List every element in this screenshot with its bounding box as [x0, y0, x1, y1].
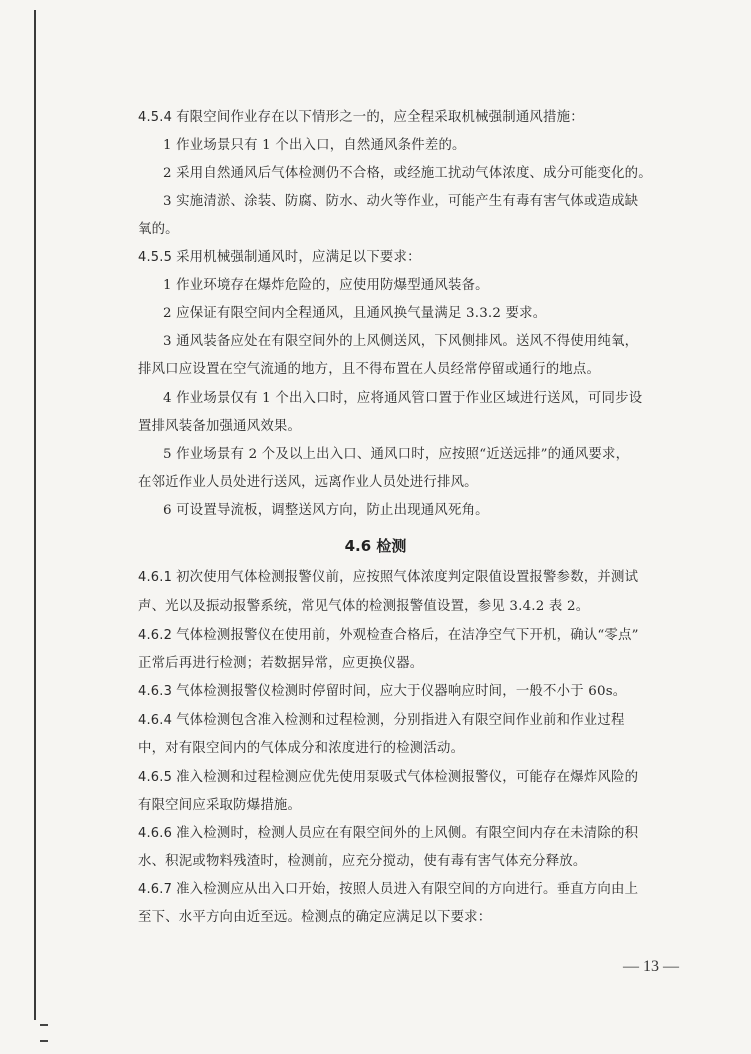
clause-line: 4.5.5 采用机械强制通风时，应满足以下要求： [138, 250, 421, 265]
margin-mark [40, 1040, 48, 1042]
clause-line: 有限空间应采取防爆措施。 [138, 798, 302, 813]
clause-line: 声、光以及振动报警系统，常见气体的检测报警值设置，参见 3.4.2 表 2。 [138, 599, 590, 614]
clause-line: 4.6.4 气体检测包含准入检测和过程检测，分别指进入有限空间作业前和作业过程 [138, 713, 625, 728]
clause-line: 4.6.5 准入检测和过程检测应优先使用泵吸式气体检测报警仪，可能存在爆炸风险的 [138, 770, 639, 785]
clause-line: 中，对有限空间内的气体成分和浓度进行的检测活动。 [138, 741, 465, 756]
clause-line: 氧的。 [138, 222, 179, 237]
binding-line [34, 10, 36, 1020]
clause-line: 4.6.2 气体检测报警仪在使用前，外观检查合格后，在洁净空气下开机，确认“零点” [138, 628, 639, 643]
clause-line: 3 通风装备应处在有限空间外的上风侧送风，下风侧排风。送风不得使用纯氧， [163, 334, 639, 349]
clause-line: 4.6.6 准入检测时，检测人员应在有限空间外的上风侧。有限空间内存在未清除的积 [138, 826, 639, 841]
clause-line: 4.6.7 准入检测应从出入口开始，按照人员进入有限空间的方向进行。垂直方向由上 [138, 882, 639, 897]
clause-line: 在邻近作业人员处进行送风，远离作业人员处进行排风。 [138, 475, 478, 490]
clause-line: 5 作业场景有 2 个及以上出入口、通风口时，应按照“近送远排”的通风要求， [163, 447, 630, 462]
clause-line: 置排风装备加强通风效果。 [138, 419, 302, 434]
clause-line: 2 应保证有限空间内全程通风，且通风换气量满足 3.3.2 要求。 [163, 306, 547, 321]
clause-line: 排风口应设置在空气流通的地方，且不得布置在人员经常停留或通行的地点。 [138, 362, 601, 377]
clause-line: 6 可设置导流板，调整送风方向，防止出现通风死角。 [163, 503, 489, 518]
clause-line: 3 实施清淤、涂装、防腐、防水、动火等作业，可能产生有毒有害气体或造成缺 [163, 194, 639, 209]
clause-line: 水、积泥或物料残渣时，检测前，应充分搅动，使有毒有害气体充分释放。 [138, 854, 587, 869]
clause-line: 4.6.1 初次使用气体检测报警仪前，应按照气体浓度判定限值设置报警参数，并测试 [138, 570, 639, 585]
clause-line: 正常后再进行检测；若数据异常，应更换仪器。 [138, 656, 424, 671]
clause-line: 4.6.3 气体检测报警仪检测时停留时间，应大于仪器响应时间，一般不小于 60s。 [138, 684, 627, 699]
clause-line: 2 采用自然通风后气体检测仍不合格，或经施工扰动气体浓度、成分可能变化的。 [163, 166, 652, 181]
section-title: 4.6 检测 [344, 537, 407, 555]
margin-mark [40, 1024, 48, 1026]
clause-line: 4.5.4 有限空间作业存在以下情形之一的，应全程采取机械强制通风措施： [138, 110, 584, 125]
clause-line: 1 作业场景只有 1 个出入口，自然通风条件差的。 [163, 138, 466, 153]
clause-line: 1 作业环境存在爆炸危险的，应使用防爆型通风装备。 [163, 278, 489, 293]
clause-line: 至下、水平方向由近至远。检测点的确定应满足以下要求： [138, 910, 492, 925]
clause-line: 4 作业场景仅有 1 个出入口时，应将通风管口置于作业区域进行送风，可同步设 [163, 391, 643, 406]
page-number: — 13 — [623, 958, 679, 975]
